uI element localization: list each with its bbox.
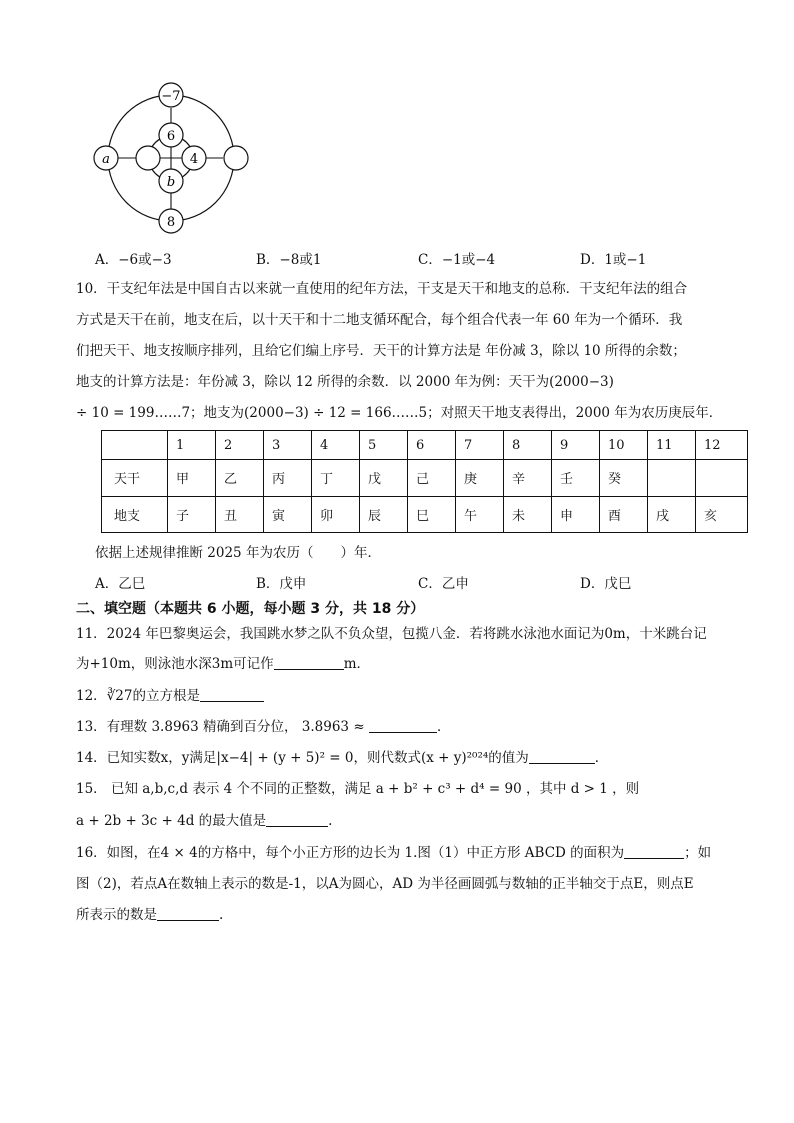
- table-cell: 9: [552, 431, 600, 460]
- q9-option-d[interactable]: D．1或−1: [580, 252, 647, 268]
- q10-line-5: ÷ 10 = 199……7；地支为(2000−3) ÷ 12 = 166……5；对照天干地支表得出，2000 年为农历庚辰年．: [76, 405, 723, 421]
- q12-text: 12．∛27的立方根是: [76, 688, 200, 704]
- q9-option-c[interactable]: C．−1或−4: [418, 252, 496, 268]
- table-cell: 1: [168, 431, 216, 460]
- q16-end: .: [219, 907, 224, 923]
- table-cell: [696, 460, 748, 496]
- table-cell: 地支: [102, 496, 168, 532]
- q15-answer-blank[interactable]: [266, 812, 328, 827]
- q15-line-2: [76, 811, 332, 831]
- q12-answer-blank[interactable]: [200, 687, 264, 702]
- table-cell: 5: [360, 431, 408, 460]
- table-cell: 未: [504, 496, 552, 532]
- node-left: a: [102, 152, 110, 167]
- table-row-tiangan: [102, 460, 748, 496]
- table-cell: 巳: [408, 496, 456, 532]
- table-cell: 12: [696, 431, 748, 460]
- node-top: −7: [161, 89, 181, 104]
- table-cell: 8: [504, 431, 552, 460]
- q10-line-3: 们把天干、地支按顺序排列，且给它们编上序号．天干的计算方法是 年份减 3，除以 10 所得的余数；: [76, 343, 686, 359]
- q13-answer-blank[interactable]: [369, 718, 437, 733]
- q11-answer-blank[interactable]: [274, 655, 344, 670]
- q14-line: [76, 748, 608, 768]
- q10-line-4: 地支的计算方法是：年份减 3，除以 12 所得的余数．以 2000 年为例：天干为(2000−3): [76, 374, 614, 390]
- q11-unit: m．: [343, 656, 370, 672]
- table-cell: 7: [456, 431, 504, 460]
- q9-option-a[interactable]: A．−6或−3: [95, 252, 172, 268]
- ganzhi-table: [101, 430, 748, 533]
- q10-line-1: 10．干支纪年法是中国自古以来就一直使用的纪年方法，干支是天干和地支的总称．干支纪年法的组合: [76, 281, 688, 297]
- q14-text: 14．已知实数x，y满足|x−4| + (y + 5)² = 0，则代数式(x + y)²⁰²⁴的值为: [76, 750, 529, 766]
- q13-end: ．: [436, 719, 451, 735]
- table-cell: 酉: [600, 496, 648, 532]
- table-cell: 丙: [264, 460, 312, 496]
- table-cell: 10: [600, 431, 648, 460]
- q15-text: a + 2b + 3c + 4d 的最大值是: [76, 813, 267, 829]
- table-cell: 3: [264, 431, 312, 460]
- node-inner-top: 6: [166, 129, 176, 144]
- q15-end: .: [328, 813, 333, 829]
- table-cell: 戊: [360, 460, 408, 496]
- table-cell: 11: [648, 431, 696, 460]
- node-inner-right: 4: [189, 152, 199, 167]
- table-cell: 壬: [552, 460, 600, 496]
- q9-option-b[interactable]: B．−8或1: [256, 252, 322, 268]
- table-header-row: [102, 431, 748, 460]
- circle-diagram: [90, 78, 260, 238]
- node-bottom: 8: [166, 215, 176, 230]
- q11-line-1: 11．2024 年巴黎奥运会，我国跳水梦之队不负众望，包揽八金．若将跳水泳池水面记为0m，十米跳台记: [76, 626, 707, 642]
- table-cell: 丑: [216, 496, 264, 532]
- q10-option-d[interactable]: D．戊巳: [580, 576, 632, 592]
- table-cell: 子: [168, 496, 216, 532]
- q13-text: 13．有理数 3.8963 精确到百分位， 3.8963 ≈: [76, 719, 365, 735]
- q13-line: [76, 717, 450, 737]
- q11-line-2: [76, 654, 370, 674]
- table-cell: 癸: [600, 460, 648, 496]
- q10-option-b[interactable]: B．戊申: [256, 576, 307, 592]
- table-cell: 甲: [168, 460, 216, 496]
- node-inner-bottom: b: [166, 175, 176, 190]
- q16-answer-blank-1[interactable]: [624, 844, 684, 859]
- q11-text: 为+10m，则泳池水深3m可记作: [76, 656, 274, 672]
- table-cell: 辰: [360, 496, 408, 532]
- table-cell: 6: [408, 431, 456, 460]
- table-cell: 乙: [216, 460, 264, 496]
- q16-answer-blank-2[interactable]: [157, 906, 219, 921]
- q14-answer-blank[interactable]: [529, 749, 595, 764]
- table-row-dizhi: [102, 496, 748, 532]
- table-cell: 庚: [456, 460, 504, 496]
- table-cell: 申: [552, 496, 600, 532]
- table-cell: [102, 431, 168, 460]
- q14-end: ．: [594, 750, 609, 766]
- q16-text-1b: ；如: [684, 845, 712, 861]
- table-cell: 2: [216, 431, 264, 460]
- q10-option-c[interactable]: C．乙申: [418, 576, 469, 592]
- q12-line: [76, 686, 264, 706]
- q16-line-1: [76, 843, 711, 863]
- table-cell: 4: [312, 431, 360, 460]
- q16-line-3: [76, 905, 223, 925]
- q16-text-1: 16．如图，在4 × 4的方格中，每个小正方形的边长为 1.图（1）中正方形 ABCD 的面积为: [76, 845, 625, 861]
- q16-line-2: 图（2)，若点A在数轴上表示的数是-1，以A为圆心，AD 为半径画圆弧与数轴的正半轴交于点E，则点E: [76, 876, 694, 892]
- q10-option-a[interactable]: A．乙巳: [95, 576, 146, 592]
- table-cell: 丁: [312, 460, 360, 496]
- section-2-heading: 二、填空题（本题共 6 小题，每小题 3 分，共 18 分）: [76, 601, 425, 617]
- table-cell: 寅: [264, 496, 312, 532]
- q15-line-1: 15． 已知 a,b,c,d 表示 4 个不同的正整数，满足 a + b² + c³ + d⁴ = 90 ，其中 d > 1 ，则: [76, 781, 640, 797]
- q10-line-2: 方式是天干在前，地支在后，以十天干和十二地支循环配合，每个组合代表一年 60 年为一个循环．我: [76, 312, 683, 328]
- table-cell: 辛: [504, 460, 552, 496]
- table-cell: 亥: [696, 496, 748, 532]
- table-cell: 己: [408, 460, 456, 496]
- q10-question: 依据上述规律推断 2025 年为农历（ ）年．: [95, 545, 381, 561]
- table-cell: 卯: [312, 496, 360, 532]
- table-cell: [648, 460, 696, 496]
- q16-text-3: 所表示的数是: [76, 907, 157, 923]
- table-cell: 午: [456, 496, 504, 532]
- table-cell: 戌: [648, 496, 696, 532]
- table-cell: 天干: [102, 460, 168, 496]
